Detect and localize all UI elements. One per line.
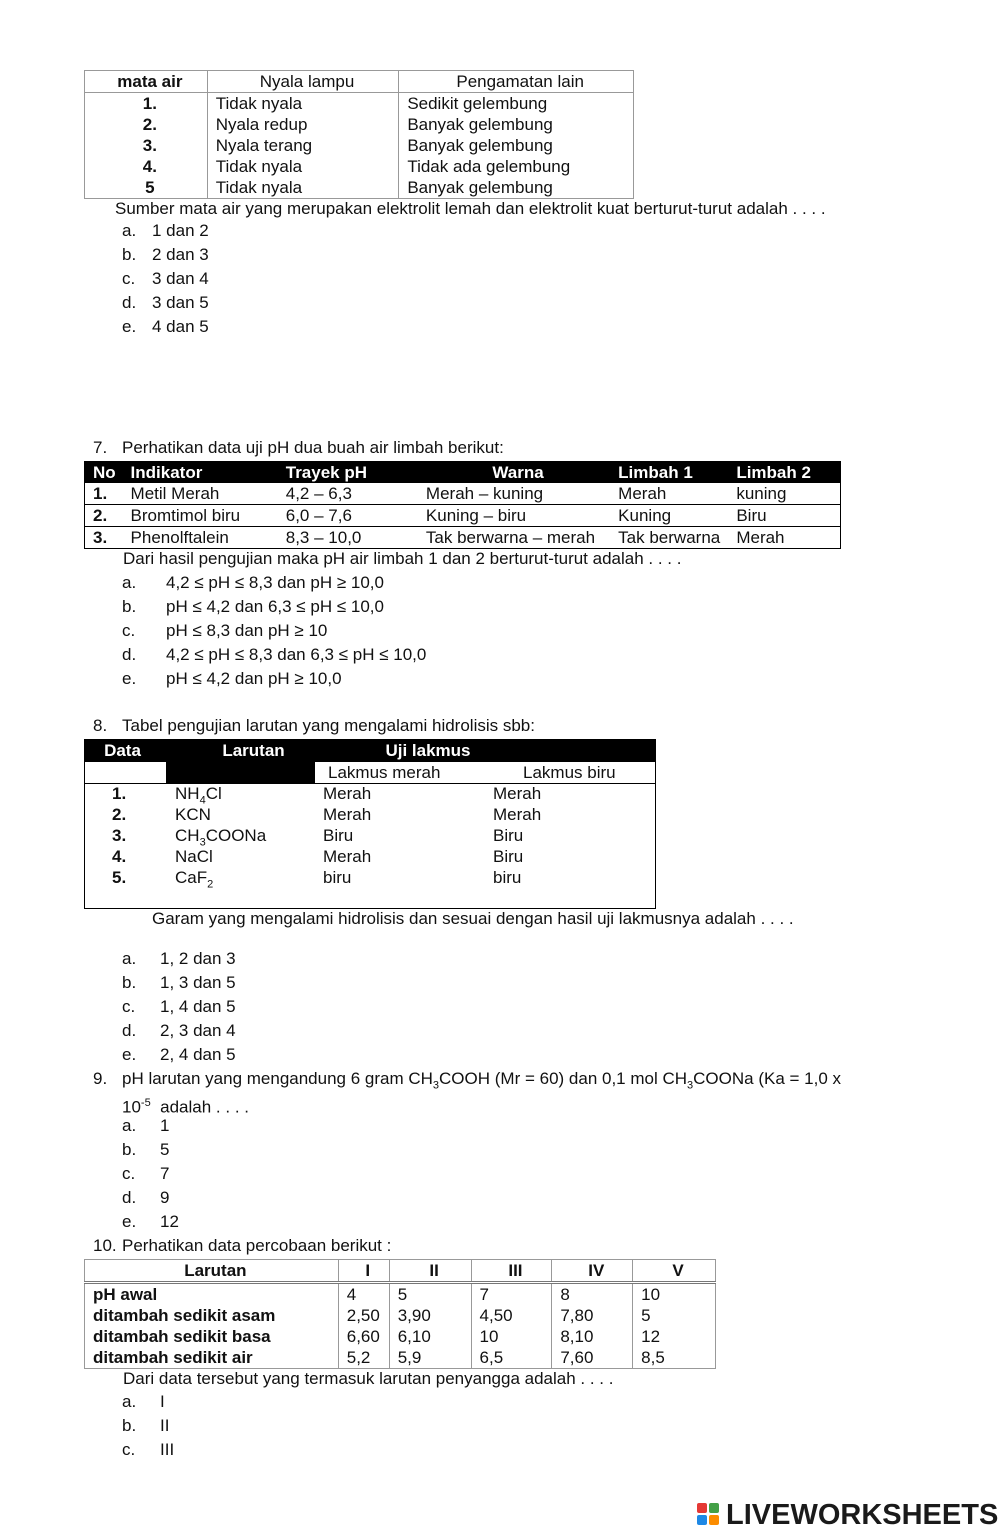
table-header: Nyala lampu — [207, 71, 399, 93]
answer-option[interactable] — [122, 947, 236, 971]
question-8-text: Garam yang mengalami hidrolisis dan sesuai dengan hasil uji lakmusnya adalah . . . . — [152, 909, 794, 928]
option-letter: d. — [122, 1188, 137, 1207]
option-letter: d. — [122, 645, 137, 664]
table-cell: 5. — [112, 868, 127, 887]
option-text: 12 — [160, 1212, 179, 1231]
option-letter: a. — [122, 949, 137, 968]
option-text: 3 dan 5 — [152, 293, 209, 312]
option-letter: e. — [122, 1045, 137, 1064]
answer-option[interactable] — [122, 1019, 236, 1043]
table-cell: 3. — [85, 135, 208, 156]
question-number: 9. — [93, 1069, 108, 1088]
answer-option[interactable] — [122, 315, 209, 339]
table-cell: Nyala redup — [207, 114, 399, 135]
table-header: Limbah 1 — [610, 462, 728, 484]
option-text: 5 — [160, 1140, 170, 1159]
question-10-heading — [93, 1235, 391, 1257]
formula-part: NaCl — [175, 847, 213, 866]
answer-option[interactable] — [122, 219, 209, 243]
table-cell: 4 — [338, 1283, 389, 1306]
table-cell: 1. — [85, 93, 208, 115]
option-letter: e. — [122, 669, 137, 688]
question-7-heading — [93, 437, 504, 459]
table-cell: 1. — [85, 483, 123, 505]
formula-subscript: 2 — [207, 878, 214, 891]
answer-option[interactable] — [122, 1438, 174, 1462]
question-number: 8. — [93, 716, 108, 735]
table-header: mata air — [85, 71, 208, 93]
table-cell: Biru — [493, 847, 524, 866]
option-text: 1, 2 dan 3 — [160, 949, 236, 968]
table-cell: 8 — [552, 1283, 633, 1306]
table-cell: 10 — [471, 1326, 552, 1347]
table-cell: ditambah sedikit basa — [85, 1326, 339, 1347]
table-cell: ditambah sedikit air — [85, 1347, 339, 1369]
table-header: Warna — [418, 462, 610, 484]
table-cell: biru — [323, 868, 352, 887]
table-cell: 6,0 – 7,6 — [278, 505, 418, 527]
table-cell: 6,10 — [389, 1326, 471, 1347]
table-row — [85, 505, 841, 527]
answer-option[interactable] — [122, 1210, 179, 1234]
option-text: pH ≤ 4,2 dan pH ≥ 10,0 — [166, 669, 342, 688]
table-cell: 7,80 — [552, 1305, 633, 1326]
option-text: pH ≤ 4,2 dan 6,3 ≤ pH ≤ 10,0 — [166, 597, 384, 616]
option-letter: b. — [122, 1416, 137, 1435]
table-header: Trayek pH — [278, 462, 418, 484]
table-cell: 2. — [85, 505, 123, 527]
table-cell: pH awal — [85, 1283, 339, 1306]
table-cell: Tidak nyala — [207, 177, 399, 199]
answer-option[interactable] — [122, 595, 384, 619]
option-letter: e. — [122, 317, 137, 336]
table-cell: Kuning – biru — [418, 505, 610, 527]
option-letter: b. — [122, 597, 137, 616]
option-letter: b. — [122, 973, 137, 992]
option-letter: b. — [122, 1140, 137, 1159]
formula-part: COONa — [205, 826, 267, 845]
table-row — [85, 135, 634, 156]
table-cell: 1. — [112, 784, 127, 803]
table-cell: 4,50 — [471, 1305, 552, 1326]
question-text: Perhatikan data percobaan berikut : — [122, 1236, 392, 1255]
option-text: 1 — [160, 1116, 170, 1135]
logo-square — [697, 1503, 707, 1513]
table-cell: 4. — [85, 156, 208, 177]
formula-part: Cl — [205, 784, 222, 803]
question-text: Perhatikan data uji pH dua buah air limbah berikut: — [122, 438, 504, 457]
option-text: 2, 3 dan 4 — [160, 1021, 236, 1040]
formula-subscript: 3 — [687, 1079, 694, 1092]
table-cell: biru — [493, 868, 522, 887]
table-cell: Tidak nyala — [207, 156, 399, 177]
answer-option[interactable] — [122, 1043, 236, 1067]
formula-subscript: 3 — [199, 836, 206, 849]
answer-option[interactable] — [122, 1162, 169, 1186]
table-header: II — [389, 1260, 471, 1283]
answer-option[interactable] — [122, 267, 209, 291]
answer-option[interactable] — [122, 971, 236, 995]
table-row — [85, 483, 841, 505]
option-text: 7 — [160, 1164, 170, 1183]
formula-part: NH — [175, 784, 200, 803]
answer-option[interactable] — [122, 1414, 169, 1438]
option-text: I — [160, 1392, 165, 1411]
question-text-part: COONa (Ka = 1,0 x — [693, 1069, 842, 1088]
table-cell: Merah — [493, 784, 542, 803]
table-row — [85, 826, 655, 847]
formula-part: CH — [175, 826, 200, 845]
litmus-table-body — [85, 784, 655, 889]
table-cell: 8,10 — [552, 1326, 633, 1347]
question-7-text: Dari hasil pengujian maka pH air limbah 1 dan 2 berturut-turut adalah . . . . — [123, 549, 682, 568]
table-cell: Tidak nyala — [207, 93, 399, 115]
table-header: No — [85, 462, 123, 484]
table-cell: 8,5 — [633, 1347, 716, 1369]
table-cell: Biru — [493, 826, 524, 845]
option-letter: c. — [122, 1164, 136, 1183]
table-header-row — [85, 462, 841, 484]
table-cell: Merah — [323, 805, 372, 824]
table-subheader: Lakmus merah — [328, 763, 441, 782]
answer-option[interactable] — [122, 1138, 169, 1162]
table-row — [85, 784, 655, 805]
option-text: 1, 3 dan 5 — [160, 973, 236, 992]
liveworksheets-logo-text: LIVEWORKSHEETS — [726, 1499, 999, 1531]
logo-square — [709, 1515, 719, 1525]
answer-option[interactable] — [122, 995, 236, 1019]
option-letter: a. — [122, 573, 137, 592]
table-row — [85, 1326, 716, 1347]
answer-option[interactable] — [122, 619, 327, 643]
option-text: 4,2 ≤ pH ≤ 8,3 dan 6,3 ≤ pH ≤ 10,0 — [166, 645, 427, 664]
table-cell: 8,3 – 10,0 — [285, 528, 362, 547]
option-text: 1, 4 dan 5 — [160, 997, 236, 1016]
table-cell-formula — [175, 826, 266, 848]
ph-indicator-table — [84, 461, 841, 549]
table-cell: Banyak gelembung — [399, 135, 634, 156]
option-text: 3 dan 4 — [152, 269, 209, 288]
spring-water-table — [84, 70, 634, 199]
question-text-part: pH larutan yang mengandung 6 gram CH — [122, 1069, 433, 1088]
table-cell: 5 — [85, 177, 208, 199]
table-cell: 3. — [93, 528, 108, 547]
formula-subscript: 3 — [432, 1079, 440, 1092]
table-cell: 6,5 — [471, 1347, 552, 1369]
table-cell: 5,9 — [389, 1347, 471, 1369]
table-cell-formula — [175, 784, 222, 806]
option-text: II — [160, 1416, 170, 1435]
option-letter: d. — [122, 293, 137, 312]
question-8-heading — [93, 715, 535, 737]
table-cell: Merah — [736, 528, 785, 547]
question-text-part: COOH (Mr = 60) dan 0,1 mol CH — [439, 1069, 688, 1088]
table-subheader: Lakmus biru — [523, 763, 616, 782]
table-row — [85, 1347, 716, 1369]
table-cell: Tidak ada gelembung — [399, 156, 634, 177]
table-row — [85, 114, 634, 135]
table-cell: 7,60 — [552, 1347, 633, 1369]
question-6-text: Sumber mata air yang merupakan elektrolit lemah dan elektrolit kuat berturut-turut adalah . . . . — [115, 199, 826, 218]
option-letter: c. — [122, 621, 136, 640]
table-row — [85, 93, 634, 115]
table-cell: Banyak gelembung — [399, 177, 634, 199]
table-cell: Biru — [323, 826, 354, 845]
option-text: pH ≤ 8,3 dan pH ≥ 10 — [166, 621, 328, 640]
table-cell: Bromtimol biru — [123, 505, 278, 527]
table-header: Larutan — [85, 1260, 339, 1283]
table-row — [85, 177, 634, 199]
formula-part: CaF — [175, 868, 208, 887]
logo-square — [709, 1503, 719, 1513]
table-cell: Merah — [323, 784, 372, 803]
table-cell: 7 — [471, 1283, 552, 1306]
answer-option[interactable] — [122, 571, 384, 595]
table-cell: 2. — [112, 805, 127, 824]
liveworksheets-logo-icon — [697, 1503, 721, 1527]
option-letter: a. — [122, 1116, 137, 1135]
table-header: III — [471, 1260, 552, 1283]
answer-option[interactable] — [122, 243, 209, 267]
question-text-part: 10 — [122, 1097, 141, 1117]
answer-option[interactable] — [122, 643, 426, 667]
table-cell: 4,2 – 6,3 — [278, 483, 418, 505]
table-cell: 6,60 — [338, 1326, 389, 1347]
table-header: V — [633, 1260, 716, 1283]
logo-square — [697, 1515, 707, 1525]
table-cell: Merah — [323, 847, 372, 866]
table-cell: 4. — [112, 847, 127, 866]
table-cell: Metil Merah — [123, 483, 278, 505]
table-row — [85, 868, 655, 889]
option-letter: a. — [122, 221, 137, 240]
option-letter: a. — [122, 1392, 137, 1411]
option-letter: b. — [122, 245, 137, 264]
table-row — [85, 156, 634, 177]
table-cell: Merah — [610, 483, 728, 505]
option-letter: d. — [122, 1021, 137, 1040]
answer-option[interactable] — [122, 1114, 169, 1138]
table-header: Indikator — [123, 462, 278, 484]
table-cell: Phenolftalein — [130, 528, 229, 547]
exponent: -5 — [140, 1097, 151, 1109]
answer-option[interactable] — [122, 1186, 169, 1210]
table-header: IV — [552, 1260, 633, 1283]
table-header: Limbah 2 — [728, 462, 840, 484]
table-row — [85, 1283, 716, 1306]
table-header-larutan: Larutan — [222, 741, 285, 760]
table-cell-formula — [175, 847, 213, 867]
table-cell: Tak berwarna — [618, 528, 721, 547]
option-letter: c. — [122, 1440, 136, 1459]
option-letter: e. — [122, 1212, 137, 1231]
table-cell-formula — [175, 805, 211, 825]
formula-subscript: 4 — [199, 794, 206, 807]
option-text: 4 dan 5 — [152, 317, 209, 336]
table-cell: Banyak gelembung — [399, 114, 634, 135]
table-cell: ditambah sedikit asam — [85, 1305, 339, 1326]
table-cell: Nyala terang — [207, 135, 399, 156]
table-row — [85, 805, 655, 826]
table-cell: Merah – kuning — [418, 483, 610, 505]
option-text: 4,2 ≤ pH ≤ 8,3 dan pH ≥ 10,0 — [166, 573, 384, 592]
table-header: I — [338, 1260, 389, 1283]
formula-part: KCN — [175, 805, 211, 824]
table-header-row — [85, 1260, 716, 1283]
answer-option[interactable] — [122, 291, 209, 315]
question-number: 7. — [93, 438, 108, 457]
table-cell: 5 — [633, 1305, 716, 1326]
table-cell: 5 — [389, 1283, 471, 1306]
answer-option[interactable] — [122, 1390, 165, 1414]
option-text: 9 — [160, 1188, 170, 1207]
answer-option[interactable] — [122, 667, 342, 691]
table-cell: 2. — [85, 114, 208, 135]
buffer-experiment-table — [84, 1259, 716, 1369]
table-cell: 5,2 — [338, 1347, 389, 1369]
table-row — [85, 1305, 716, 1326]
option-letter: c. — [122, 269, 136, 288]
table-cell: 10 — [633, 1283, 716, 1306]
table-row — [85, 527, 841, 549]
table-cell-formula — [175, 868, 213, 890]
question-number: 10. — [93, 1236, 117, 1255]
table-header: Pengamatan lain — [399, 71, 634, 93]
table-cell: 2,50 — [338, 1305, 389, 1326]
table-cell: Kuning — [610, 505, 728, 527]
option-letter: c. — [122, 997, 136, 1016]
table-cell: 3,90 — [389, 1305, 471, 1326]
table-cell: Sedikit gelembung — [399, 93, 634, 115]
option-text: 2 dan 3 — [152, 245, 209, 264]
table-cell: Biru — [728, 505, 840, 527]
question-text-part: adalah . . . . — [150, 1097, 249, 1117]
option-text: 2, 4 dan 5 — [160, 1045, 236, 1064]
table-cell: 3. — [112, 826, 127, 845]
table-cell: Tak berwarna – merah — [425, 528, 596, 547]
table-header-uji: Uji lakmus — [385, 741, 471, 760]
table-cell: Merah — [493, 805, 542, 824]
table-header-data: Data — [104, 741, 141, 760]
option-text: III — [160, 1440, 175, 1459]
table-cell: kuning — [728, 483, 840, 505]
question-10-text: Dari data tersebut yang termasuk larutan penyangga adalah . . . . — [123, 1369, 614, 1388]
table-header-row — [85, 71, 634, 93]
table-cell: 12 — [633, 1326, 716, 1347]
question-text: Tabel pengujian larutan yang mengalami hidrolisis sbb: — [122, 716, 535, 735]
option-text: 1 dan 2 — [152, 221, 209, 240]
table-row — [85, 847, 655, 868]
